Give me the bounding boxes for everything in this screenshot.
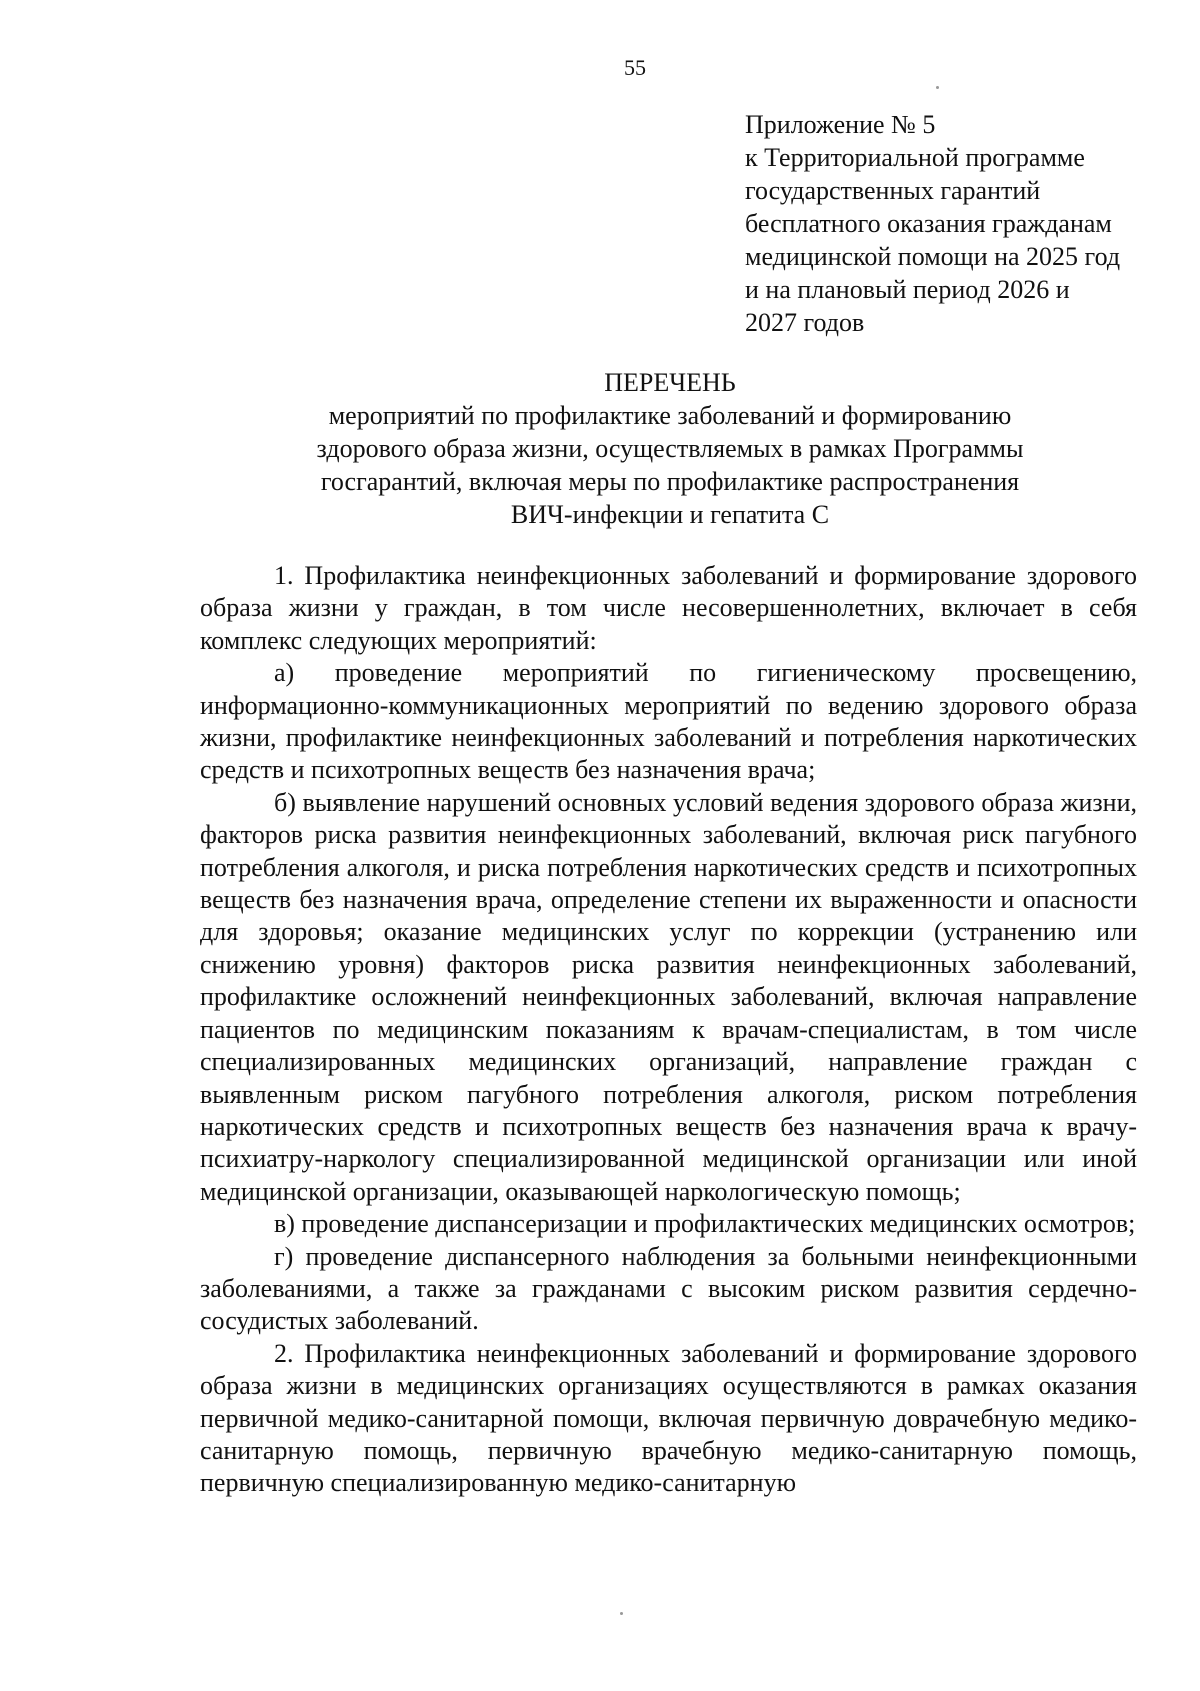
subtitle-line: мероприятий по профилактике заболеваний и формированию bbox=[328, 401, 1012, 430]
subtitle-line: госгарантий, включая меры по профилактике распространения bbox=[320, 467, 1020, 496]
paragraph-2: 2. Профилактика неинфекционных заболеваний и формирование здорового образа жизни в медицинских организациях осуществляются в рамках оказания первичной медико-санитарной помощи, включая первичную доврачебную медико-санитарную помощь, первичную врачебную медико-санитарную помощь, первичную специализированную медико-санитарную bbox=[200, 1338, 1137, 1498]
subtitle-line: ВИЧ-инфекции и гепатита С bbox=[510, 500, 830, 529]
appendix-line: и на плановый период 2026 и bbox=[745, 275, 1070, 304]
document-title: ПЕРЕЧЕНЬ bbox=[604, 368, 736, 397]
appendix-line: к Территориальной программе bbox=[745, 143, 1085, 172]
appendix-header bbox=[745, 108, 1165, 339]
document-body bbox=[200, 560, 1137, 1500]
scan-speck bbox=[620, 1612, 623, 1615]
subtitle-line: здорового образа жизни, осуществляемых в рамках Программы bbox=[316, 434, 1024, 463]
paragraph-1g: г) проведение диспансерного наблюдения за больными неинфекционными заболеваниями, а также за гражданами с высоким риском развития сердечно-сосудистых заболеваний. bbox=[200, 1241, 1137, 1336]
appendix-line: медицинской помощи на 2025 год bbox=[745, 242, 1121, 271]
page-number: 55 bbox=[624, 55, 646, 80]
appendix-line: бесплатного оказания гражданам bbox=[745, 209, 1112, 238]
document-title-block bbox=[200, 366, 1140, 531]
appendix-line: 2027 годов bbox=[745, 308, 865, 337]
appendix-line: государственных гарантий bbox=[745, 176, 1041, 205]
scan-speck bbox=[936, 86, 939, 89]
paragraph-1b: б) выявление нарушений основных условий ведения здорового образа жизни, факторов риска развития неинфекционных заболеваний, включая риск пагубного потребления алкоголя, и риска потребления наркотических средств и психотропных веществ без назначения врача, определение степени их выраженности и опасности для здоровья; оказание медицинских услуг по коррекции (устранению или снижению уровня) факторов риска развития неинфекционных заболеваний, профилактике осложнений неинфекционных заболеваний, включая направление пациентов по медицинским показаниям к врачам-специалистам, в том числе специализированных медицинских организаций, направление граждан с выявленным риском пагубного потребления алкоголя, риском потребления наркотических средств и психотропных веществ без назначения врача к врачу-психиатру-наркологу специализированной медицинской организации или иной медицинской организации, оказывающей наркологическую помощь; bbox=[200, 787, 1137, 1206]
paragraph-1a: а) проведение мероприятий по гигиеническому просвещению, информационно-коммуникационных мероприятий по ведению здорового образа жизни, профилактике неинфекционных заболеваний и потребления наркотических средств и психотропных веществ без назначения врача; bbox=[200, 658, 1137, 785]
appendix-line: Приложение № 5 bbox=[745, 110, 936, 139]
paragraph-1v: в) проведение диспансеризации и профилактических медицинских осмотров; bbox=[274, 1209, 1136, 1239]
paragraph-1: 1. Профилактика неинфекционных заболеваний и формирование здорового образа жизни у граждан, в том числе несовершеннолетних, включает в себя комплекс следующих мероприятий: bbox=[200, 561, 1137, 655]
